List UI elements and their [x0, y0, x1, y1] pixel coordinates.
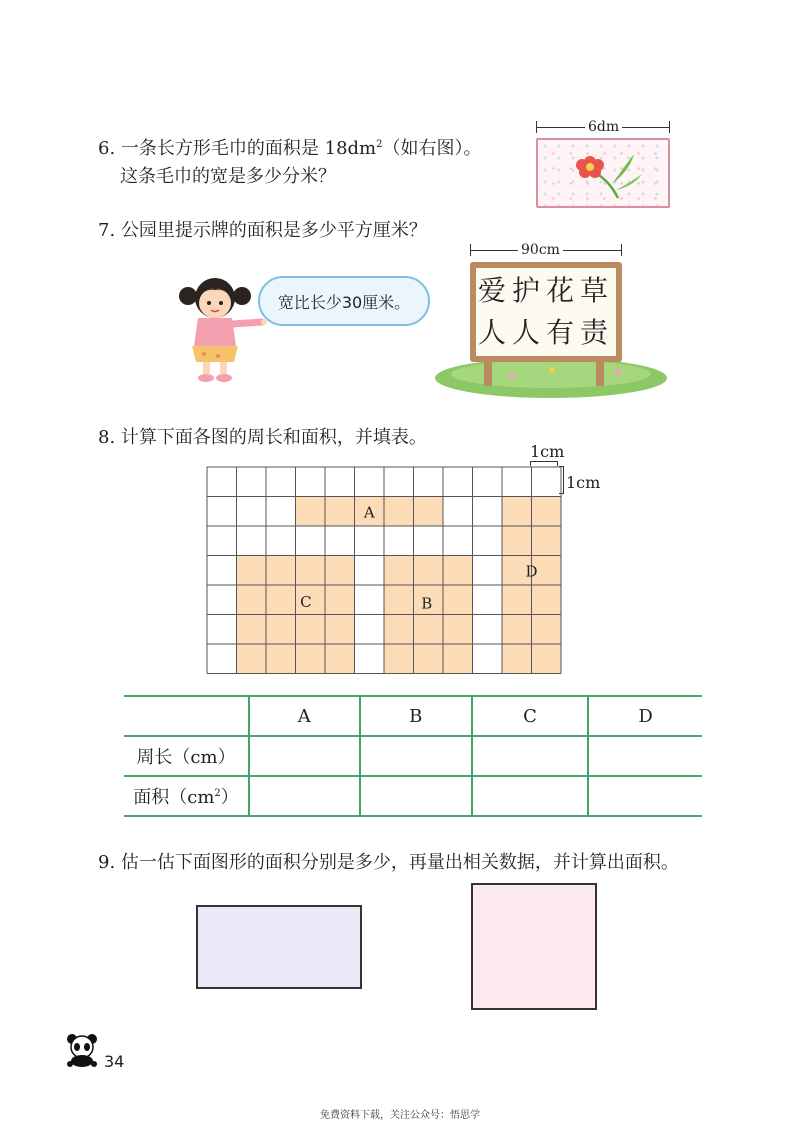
area-a-cell[interactable]: [249, 776, 360, 816]
table-header-d: D: [588, 696, 702, 736]
q7-dim-tick-right: [621, 244, 622, 256]
q6-line2: 这条毛巾的宽是多少分米？: [120, 166, 336, 187]
towel-image: [536, 138, 670, 208]
q6-text-b: （如右图）。: [382, 138, 482, 159]
panda-icon: [64, 1032, 100, 1068]
q8-question: 8. 计算下面各图的周长和面积，并填表。: [98, 427, 427, 448]
shape-label-a: A: [363, 503, 375, 522]
sign-text: [476, 270, 616, 354]
area-c-cell[interactable]: [472, 776, 588, 816]
page-number: 34: [104, 1052, 125, 1071]
shape-label-b: B: [421, 594, 433, 613]
perimeter-d-cell[interactable]: [588, 736, 702, 776]
q6-sup: 2: [376, 139, 383, 150]
q6-length-label: 6dm: [585, 119, 622, 135]
perimeter-a-cell[interactable]: [249, 736, 360, 776]
table-header-c: C: [472, 696, 588, 736]
perimeter-b-cell[interactable]: [360, 736, 472, 776]
sign-line-2: 人人有责: [477, 316, 614, 349]
table-header-a: A: [249, 696, 360, 736]
estimate-square: [471, 883, 597, 1010]
sign-post-left: [484, 360, 492, 386]
area-d-cell[interactable]: [588, 776, 702, 816]
table-row-area: [124, 776, 702, 816]
area-label-b: ）: [220, 787, 239, 808]
sign-line-1: 爱护花草: [477, 274, 614, 307]
perimeter-c-cell[interactable]: [472, 736, 588, 776]
area-label-sup: 2: [214, 788, 221, 799]
area-row-label: [124, 776, 249, 816]
shape-label-d: D: [525, 562, 538, 581]
unit-height-label: 1cm: [566, 473, 601, 492]
results-table: [124, 695, 702, 817]
q9-question: 9. 估一估下面图形的面积分别是多少，再量出相关数据，并计算出面积。: [98, 852, 679, 873]
q6-line1: [98, 136, 482, 162]
footer-text: 免费资料下载，关注公众号：悟思学: [320, 1110, 480, 1121]
area-b-cell[interactable]: [360, 776, 472, 816]
table-header-b: B: [360, 696, 472, 736]
estimate-rectangle: [196, 905, 362, 989]
unit-width-label: 1cm: [530, 442, 565, 461]
girl-illustration: [178, 272, 268, 384]
table-row-perimeter: [124, 736, 702, 776]
q7-question: 7. 公园里提示牌的面积是多少平方厘米？: [98, 220, 427, 241]
shape-label-c: C: [300, 593, 312, 612]
q7-width-label: 90cm: [518, 242, 563, 258]
area-label-a: 面积（cm: [133, 787, 215, 808]
sign-post-right: [596, 360, 604, 386]
park-sign: [470, 262, 622, 362]
table-header-row: [124, 696, 702, 736]
square-grid: [206, 466, 562, 676]
q6-dim-tick-right: [669, 121, 670, 133]
flower-icon: [538, 140, 668, 206]
perimeter-row-label: 周长（cm）: [124, 736, 249, 776]
table-corner-cell: [124, 696, 249, 736]
speech-bubble: 宽比长少30厘米。: [258, 276, 430, 326]
q6-text-a: 6. 一条长方形毛巾的面积是 18dm: [98, 138, 377, 159]
